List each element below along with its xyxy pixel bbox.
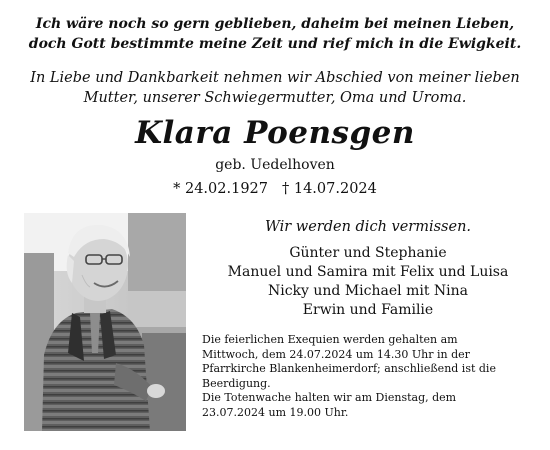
birth-date: * 24.02.1927 [173, 181, 268, 197]
family-member: Günter und Stephanie [289, 245, 447, 261]
service-info-line: Mittwoch, dem 24.07.2024 um 14.30 Uhr in der [202, 347, 470, 361]
deceased-name: Klara Poensgen [135, 115, 415, 151]
family-list [200, 244, 536, 320]
intro-text [0, 68, 550, 108]
death-date: † 14.07.2024 [282, 181, 377, 197]
intro-line-1: In Liebe und Dankbarkeit nehmen wir Abschied von meiner lieben [30, 70, 520, 86]
service-info [202, 333, 542, 421]
service-info-line: 23.07.2024 um 19.00 Uhr. [202, 405, 349, 419]
family-member: Nicky und Michael mit Nina [267, 283, 468, 299]
portrait-photo [24, 213, 186, 431]
service-info-line: Pfarrkirche Blankenheimerdorf; anschließend ist die [202, 362, 496, 376]
service-info-line: Die feierlichen Exequien werden gehalten am [202, 333, 458, 346]
family-member: Erwin und Familie [302, 302, 434, 318]
verse-line-2: doch Gott bestimmte meine Zeit und rief mich in die Ewigkeit. [28, 36, 522, 52]
verse [0, 14, 550, 54]
intro-line-2: Mutter, unserer Schwiegermutter, Oma und Uroma. [83, 90, 467, 106]
family-member: Manuel und Samira mit Felix und Luisa [227, 264, 509, 280]
maiden-name: geb. Uedelhoven [215, 157, 335, 173]
service-info-line: Die Totenwache halten wir am Dienstag, dem [202, 391, 457, 405]
service-info-line: Beerdigung. [202, 376, 271, 390]
life-dates [0, 179, 550, 199]
farewell-line: Wir werden dich vermissen. [264, 219, 472, 235]
verse-line-1: Ich wäre noch so gern geblieben, daheim bei meinen Lieben, [35, 16, 515, 32]
